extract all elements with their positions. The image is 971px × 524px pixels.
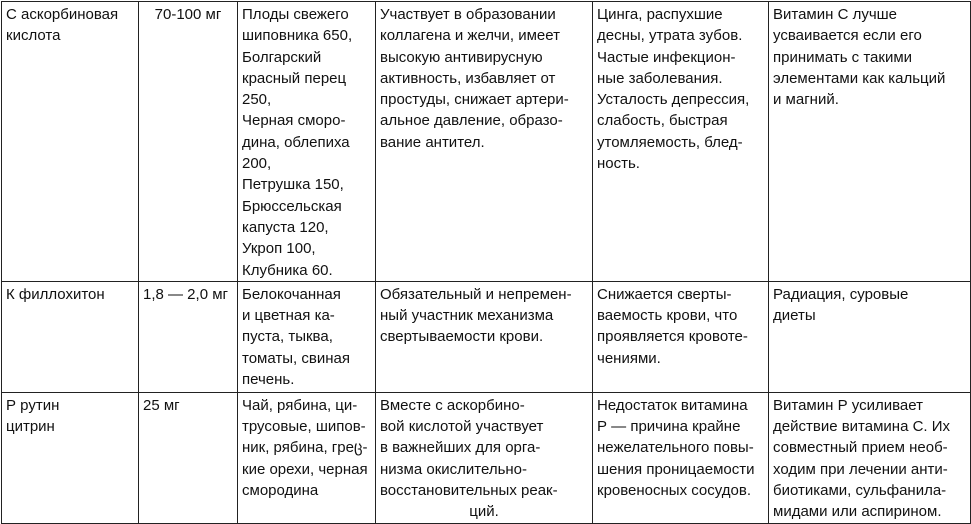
cell-line: слабость, быстрая [597, 112, 728, 130]
deficiency-cell [593, 281, 769, 392]
cell-line: томаты, свиная [242, 349, 350, 367]
cell-line: альное давление, образо- [380, 112, 563, 130]
dose-cell [139, 281, 238, 392]
cell-line: низма окислительно- [380, 460, 528, 478]
cell-line: коллагена и желчи, имеет [380, 27, 560, 45]
cell-line: К филлохитон [6, 285, 105, 303]
cell-line: 200, [242, 155, 272, 173]
cell-line: диеты [773, 307, 816, 325]
cell-line: простуды, снижает артери- [380, 91, 569, 109]
cell-line: кровеносных сосудов. [597, 482, 751, 500]
notes-cell [769, 392, 971, 523]
cell-line: утомляемость, блед- [597, 133, 743, 151]
cell-line: Радиация, суровые [773, 285, 909, 303]
cell-line: совместный прием необ- [773, 439, 948, 457]
cell-line: печень. [242, 371, 295, 389]
cell-line: кислота [6, 27, 61, 45]
cell-line: Белокочанная [242, 285, 341, 303]
cell-line: Усталость депрессия, [597, 91, 750, 109]
cell-line: цитрин [6, 418, 55, 436]
cell-line: Витамин Р усиливает [773, 396, 923, 414]
cell-line: Снижается сверты- [597, 285, 732, 303]
cell-line: Цинга, распухшие [597, 6, 723, 23]
cell-line: принимать с такими [773, 48, 913, 66]
cell-line: восстановительных реак- [380, 482, 558, 500]
cell-line: и магний. [773, 91, 839, 109]
vitamin-cell [2, 2, 139, 282]
notes-cell [769, 281, 971, 392]
cell-line: шиповника 650, [242, 27, 353, 45]
cell-line: 70-100 мг [154, 6, 222, 23]
cell-line: Черная сморо- [242, 112, 346, 130]
cell-line: ные заболевания. [597, 69, 723, 87]
cell-line: Брюссельская [242, 197, 342, 215]
cell-line: Обязательный и непремен- [380, 285, 572, 303]
cell-line: действие витамина С. Их [773, 418, 951, 436]
cell-line: трусовые, шипов- [242, 418, 366, 436]
cell-line: вание антител. [380, 133, 485, 151]
vitamin-table [1, 1, 971, 524]
cell-line: нежелательного повы- [597, 439, 754, 457]
cell-line: красный перец [242, 69, 347, 87]
role-cell [376, 281, 593, 392]
cell-line: 25 мг [143, 396, 180, 414]
cell-line: десны, утрата зубов. [597, 27, 743, 45]
cell-line: вой кислотой участвует [380, 418, 544, 436]
cell-line: усваивается если его [773, 27, 922, 45]
cell-line: проявляется кровоте- [597, 328, 748, 346]
dose-cell [139, 392, 238, 523]
dose-cell [139, 2, 238, 282]
vitamin-cell [2, 392, 139, 523]
cell-line: Чай, рябина, ци- [242, 396, 358, 414]
cell-line: смородина [242, 482, 319, 500]
cell-line: ность. [597, 155, 640, 173]
cell-line: Р — причина крайне [597, 418, 741, 436]
cell-line: высокую антивирусную [380, 48, 543, 66]
cell-line: ваемость крови, что [597, 307, 738, 325]
cell-line: С аскорбиновая [6, 6, 119, 23]
role-cell [376, 2, 593, 282]
cell-line: элементами как кальций [773, 69, 946, 87]
cell-line: Частые инфекцион- [597, 48, 736, 66]
deficiency-cell [593, 2, 769, 282]
cell-line: Петрушка 150, [242, 176, 344, 194]
cell-line: Р рутин [6, 396, 60, 414]
cell-line: ник, рябина, греც- [242, 439, 368, 457]
cell-line: Клубника 60. [242, 261, 333, 279]
deficiency-cell [593, 392, 769, 523]
sources-cell [238, 2, 376, 282]
cell-line: Укроп 100, [242, 240, 316, 258]
cell-line: биотиками, сульфанила- [773, 482, 947, 500]
role-cell [376, 392, 593, 523]
cell-line: мидами или аспирином. [773, 503, 942, 521]
table-row [2, 281, 971, 392]
cell-line: свертываемости крови. [380, 328, 544, 346]
cell-line: чениями. [597, 349, 661, 367]
cell-line: Болгарский [242, 48, 322, 66]
cell-line: ходим при лечении анти- [773, 460, 948, 478]
notes-cell [769, 2, 971, 282]
cell-line: Вместе с аскорбино- [380, 396, 525, 414]
cell-line: и цветная ка- [242, 307, 335, 325]
cell-line: пуста, тыква, [242, 328, 333, 346]
cell-line: капуста 120, [242, 218, 329, 236]
sources-cell [238, 392, 376, 523]
cell-line: 1,8 — 2,0 мг [143, 285, 228, 303]
table-row [2, 392, 971, 523]
vitamin-cell [2, 281, 139, 392]
cell-line: 250, [242, 91, 272, 109]
cell-line: шения проницаемости [597, 460, 755, 478]
sources-cell [238, 281, 376, 392]
cell-line: дина, облепиха [242, 133, 350, 151]
table-row [2, 2, 971, 282]
cell-line: Плоды свежего [242, 6, 349, 23]
cell-line: Витамин С лучше [773, 6, 898, 23]
cell-line: кие орехи, черная [242, 460, 368, 478]
cell-line: ций. [469, 503, 499, 521]
cell-line: Недостаток витамина [597, 396, 748, 414]
cell-line: Участвует в образовании [380, 6, 556, 23]
cell-line: ный участник механизма [380, 307, 554, 325]
cell-line: активность, избавляет от [380, 69, 556, 87]
cell-line: в важнейших для орга- [380, 439, 541, 457]
